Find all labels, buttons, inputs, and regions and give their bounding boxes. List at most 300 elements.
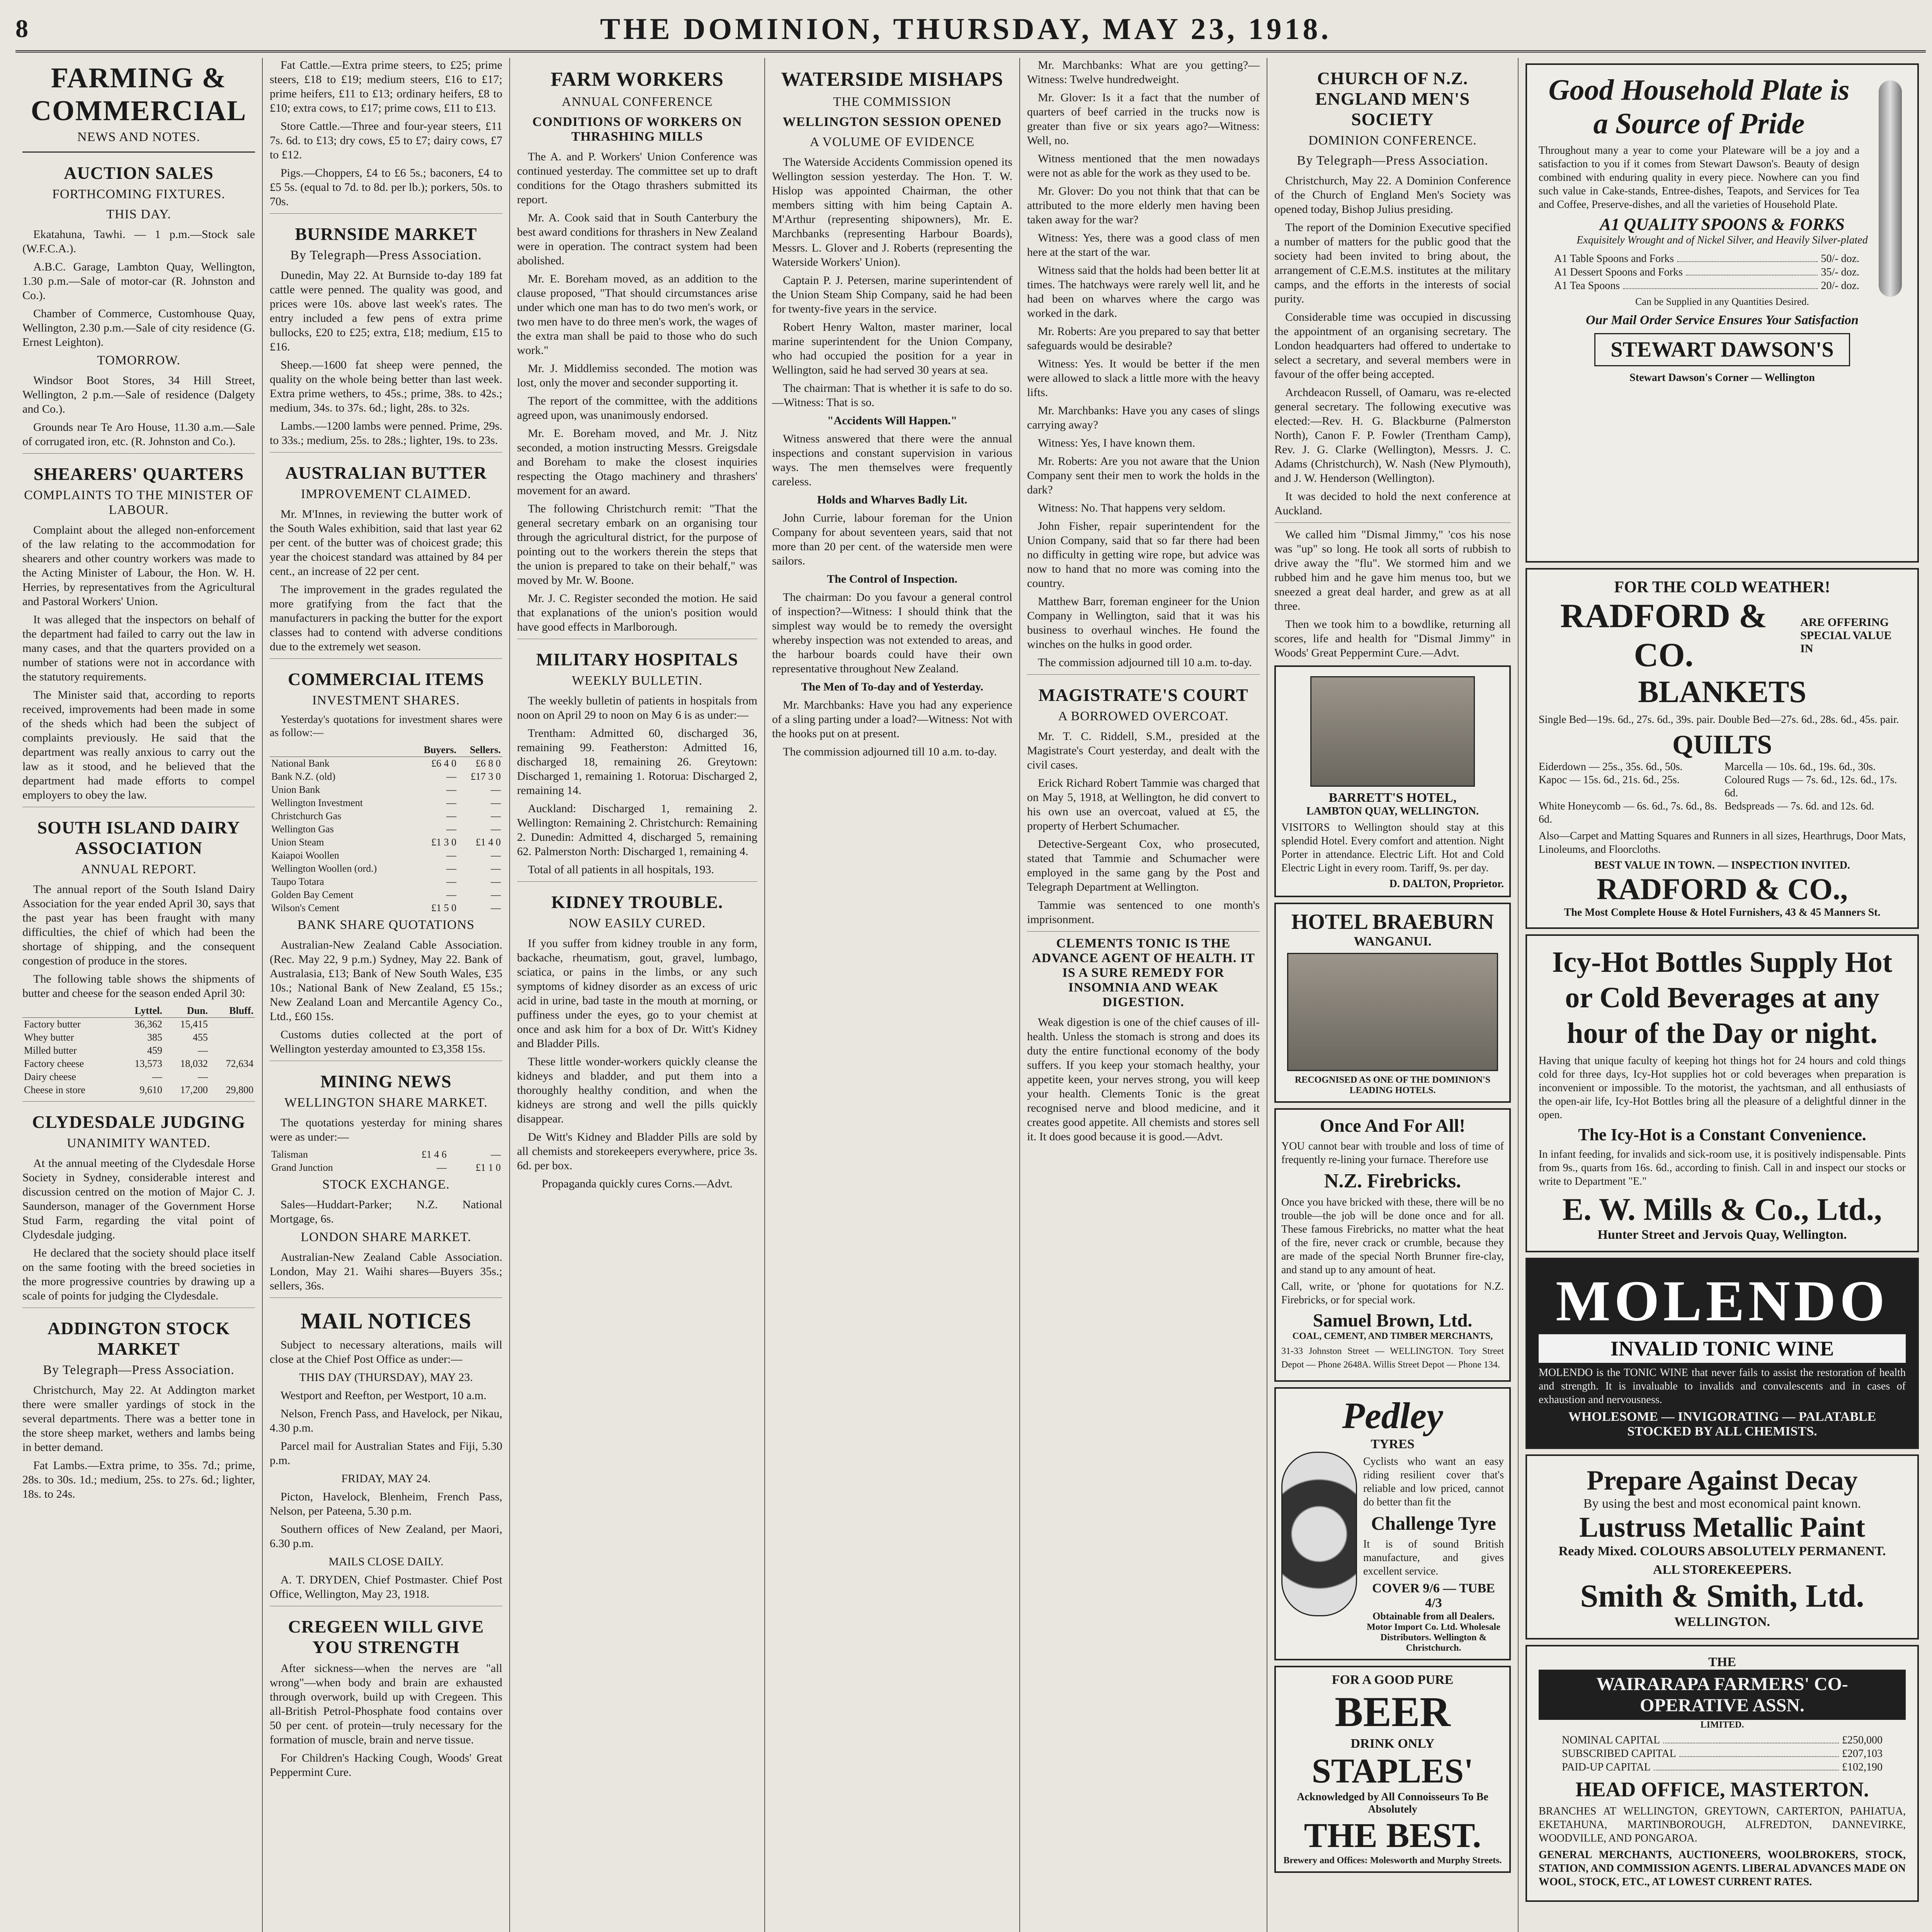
table-cell [209, 1031, 255, 1044]
paragraph: Then we took him to a bowdlike, returning all scores, life and health for "Dismal Jimmy" in Woods' Great Peppermint Cure.—Advt. [1274, 618, 1511, 659]
brown-title: Samuel Brown, Ltd. [1313, 1310, 1473, 1331]
paragraph: Store Cattle.—Three and four-year steers, £11 7s. 6d. to £13; dry cows, £5 to £7; dairy cows, £7 to £12. [270, 120, 502, 161]
farming-subtitle: NEWS AND NOTES. [77, 130, 201, 144]
clements-title: CLEMENTS TONIC IS THE ADVANCE AGENT OF HEALTH. IT IS A SURE REMEDY FOR INSOMNIA AND WEAK DIGESTION. [1032, 936, 1255, 1009]
tyre-illustration [1281, 1452, 1357, 1616]
molendo-sub: INVALID TONIC WINE [1539, 1334, 1906, 1363]
challenge-body: It is of sound British manufacture, and gives excellent service. [1363, 1538, 1504, 1577]
column-waterside [765, 58, 1020, 1932]
table-cell: — [491, 797, 501, 808]
table-cell: £1 3 0 [431, 837, 457, 848]
table-cell: Grand Junction [271, 1162, 333, 1173]
paragraph: Detective-Sergeant Cox, who prosecuted, stated that Tammie and Schumacher were employed in the same gang by the Post and Telegraph Department at Wellington. [1027, 838, 1260, 893]
table-cell: 29,800 [226, 1084, 253, 1095]
table-cell: £17 3 0 [471, 771, 501, 782]
column-markets [263, 58, 510, 1932]
paragraph: Lambs.—1200 lambs were penned. Prime, 29s. to 33s.; medium, 25s. to 28s.; lighter, 19s. to 23s. [270, 420, 502, 447]
decay-sub: By using the best and most economical paint known. [1583, 1497, 1861, 1511]
head-office: HEAD OFFICE, MASTERTON. [1575, 1778, 1869, 1801]
table-cell: 455 [192, 1032, 208, 1043]
newspaper-title: THE DOMINION, THURSDAY, MAY 23, 1918. [600, 12, 1332, 46]
table-cell: — [197, 1045, 208, 1056]
paragraph: Complaint about the alleged non-enforcement of the law relating to the accommodation for shearers and other country workers was made to the Acting Minister of Labour, the Hon. W. H. Herries, by representatives from the Agricultural and Pastoral Workers' Union. [22, 524, 255, 608]
auction-title: AUCTION SALES [64, 163, 214, 183]
table-header: Sellers. [458, 743, 502, 757]
divider [1027, 931, 1260, 932]
column-church-ads [1267, 58, 1519, 1932]
spoons-note: Can be Supplied in any Quantities Desired. [1635, 296, 1809, 307]
addington-title: ADDINGTON STOCK MARKET [47, 1318, 230, 1359]
smith-title: Smith & Smith, Ltd. [1580, 1578, 1864, 1614]
paragraph: Dunedin, May 22. At Burnside to-day 189 fat cattle were penned. The quality was good, and prices were 10s. above last week's rates. The entry included a few pens of extra prime bullocks, £20 to £25; extra, £18; medium, £15 to £16. [270, 269, 502, 353]
quilt-price: Bedspreads — 7s. 6d. and 12s. 6d. [1725, 800, 1874, 812]
table-row [270, 849, 502, 862]
table-row [22, 1018, 255, 1031]
hotel-photo [1287, 953, 1498, 1071]
waterside-sub2: WELLINGTON SESSION OPENED [782, 115, 1002, 129]
butter-title: AUSTRALIAN BUTTER [285, 463, 487, 483]
hospitals-title: MILITARY HOSPITALS [536, 650, 738, 669]
paragraph: The commission adjourned till 10 a.m. to-day. [783, 745, 997, 758]
lustruss-ad [1526, 1454, 1919, 1639]
paragraph: Witness: Yes. It would be better if the men were allowed to slack a little more with the heavy lifts. [1027, 357, 1260, 399]
table-cell [209, 1044, 255, 1057]
table-cell: Wellington Woollen (ord.) [271, 863, 377, 874]
motor-import: Motor Import Co. Ltd. Wholesale Distributors. Wellington & Christchurch. [1367, 1622, 1500, 1653]
paragraph: Erick Richard Robert Tammie was charged that on May 5, 1918, at Wellington, he did convert to his own use an overcoat, valued at £5, the property of Herbert Schumacher. [1027, 777, 1260, 832]
icy-title: Icy-Hot Bottles Supply Hot or Cold Beverages at any hour of the Day or night. [1552, 946, 1893, 1049]
capital-label: PAID-UP CAPITAL [1562, 1761, 1651, 1773]
paragraph: Witness mentioned that the men nowadays were not as able for the work as they used to be. [1027, 152, 1260, 179]
table-cell: Union Steam [271, 837, 324, 848]
table-row [270, 888, 502, 901]
table-cell: — [491, 810, 501, 821]
staples-beer-ad [1274, 1666, 1511, 1873]
table-cell: — [446, 810, 457, 821]
byline: By Telegraph—Press Association. [290, 248, 482, 262]
paragraph: Captain P. J. Petersen, marine superintendent of the Union Steam Ship Company, said he had been for twenty-five years in the service. [772, 274, 1012, 315]
paragraph: Witness said that the holds had been better lit at times. The hatchways were rarely well lit, and he had been on wharves where the cargo was worked in the dark. [1027, 264, 1260, 320]
table-cell: Factory butter [24, 1019, 81, 1030]
table-cell: Factory cheese [24, 1058, 84, 1069]
paragraph: Mr. T. C. Riddell, S.M., presided at the Magistrate's Court yesterday, and dealt with the civil cases. [1027, 730, 1260, 771]
price-row [1554, 266, 1859, 279]
farm-workers-sub2: CONDITIONS OF WORKERS ON THRASHING MILLS [532, 115, 742, 144]
once-body: YOU cannot bear with trouble and loss of time of frequently re-lining your furnace. Therefore use [1281, 1140, 1504, 1166]
commercial-title: COMMERCIAL ITEMS [288, 669, 484, 689]
capital-value: £250,000 [1842, 1734, 1883, 1746]
table-cell: — [491, 850, 501, 861]
paragraph: Westport and Reefton, per Westport, 10 a.m. [281, 1389, 486, 1402]
kidney-title: KIDNEY TROUBLE. [551, 892, 723, 912]
subheading: The Control of Inspection. [827, 573, 957, 585]
church-title: CHURCH OF N.Z. ENGLAND MEN'S SOCIETY [1315, 68, 1470, 129]
mining-sub: WELLINGTON SHARE MARKET. [284, 1095, 488, 1110]
paragraph: Mr. Glover: Is it a fact that the number of quarters of beef carried in the trucks now is greater than five or six years ago?—Witness: Well, no. [1027, 91, 1260, 147]
table-cell: Union Bank [271, 784, 320, 795]
paragraph: The improvement in the grades regulated the more gratifying from the fact that the manufacturers in packing the butter for the export classes had to contend with adverse conditions due to the extremely wet season. [270, 583, 502, 653]
spoon-illustration [1879, 80, 1902, 297]
table-row [270, 901, 502, 915]
paragraph: Mr. E. Boreham moved, as an addition to the clause proposed, "That should circumstances arise under which one man has to do two men's work, or two men have to do three men's work, the wages of the extra man shall be paid to those who do such work." [517, 272, 757, 357]
molendo-body: MOLENDO is the TONIC WINE that never fails to assist the restoration of health and strength. It is invaluable to invalids and convalescents and in cases of exhaustion and nervousness. [1539, 1367, 1906, 1406]
paragraph: Witness answered that there were the annual inspections and constant supervision in various ways. The men themselves were frequently careless. [772, 432, 1012, 488]
paragraph: A. T. DRYDEN, Chief Postmaster. Chief Post Office, Wellington, May 23, 1918. [270, 1573, 502, 1600]
farmers-ltd: LIMITED. [1700, 1720, 1744, 1730]
table-header [22, 1004, 118, 1018]
price-value: 20/- doz. [1821, 280, 1859, 292]
divider [270, 658, 502, 659]
table-header [270, 743, 412, 757]
plate-title: Good Household Plate is a Source of Pride [1548, 74, 1850, 140]
braeburn-caption: RECOGNISED AS ONE OF THE DOMINION'S LEADING HOTELS. [1294, 1075, 1491, 1095]
radford-name: RADFORD & CO. [1560, 597, 1767, 674]
paragraph: Mr. Roberts: Are you prepared to say that better safeguards would be desirable? [1027, 325, 1260, 352]
table-cell: — [197, 1071, 208, 1082]
subheading: Holds and Wharves Badly Lit. [817, 493, 968, 506]
wairarapa-farmers-ad [1526, 1645, 1919, 1902]
divider [1027, 674, 1260, 675]
paragraph: It was alleged that the inspectors on behalf of the department had failed to carry out the law in many cases, and that the quarters provided on a number of stations were not in accordance with the statutory requirements. [22, 613, 255, 683]
auction-item: Chamber of Commerce, Customhouse Quay, Wellington, 2.30 p.m.—Sale of city residence (G. Ernest Leighton). [22, 307, 255, 349]
price-label: A1 Tea Spoons [1554, 280, 1620, 292]
table-cell: 17,200 [180, 1084, 208, 1095]
best-title: THE BEST. [1304, 1816, 1481, 1855]
table-row [270, 875, 502, 888]
farm-workers-title: FARM WORKERS [551, 68, 724, 90]
court-title: MAGISTRATE'S COURT [1038, 685, 1248, 705]
table-row [270, 836, 502, 849]
paragraph: Total of all patients in all hospitals, 193. [528, 863, 714, 876]
subheading: "Accidents Will Happen." [827, 414, 957, 427]
dairy-title: SOUTH ISLAND DAIRY ASSOCIATION [37, 818, 240, 858]
table-row [22, 1070, 255, 1083]
capital-row [1562, 1761, 1883, 1774]
table-cell: Talisman [271, 1149, 308, 1160]
paragraph: Fat Cattle.—Extra prime steers, to £25; prime steers, £18 to £19; medium steers, £16 to £17; prime heifers, £11 to £13; ordinary heifers, £8 to £10; extra cows, to £17; prime cows, £11 to £13. [270, 59, 502, 114]
paragraph: The report of the Dominion Executive specified a number of matters for the public good that the society had been invited to bring about, the arrangement of C.E.M.S. institutes at the military camps, and the efforts in the interests of social purity. [1274, 221, 1511, 305]
table-cell: 385 [147, 1032, 162, 1043]
paragraph: It was decided to hold the next conference at Auckland. [1274, 490, 1511, 517]
challenge-title: Challenge Tyre [1371, 1512, 1496, 1534]
beer-only: DRINK ONLY [1350, 1736, 1435, 1751]
capital-row [1562, 1734, 1883, 1747]
paragraph: Mr. E. Boreham moved, and Mr. J. Nitz seconded, a motion instructing Messrs. Greigsdale and Boreham to make the closest inquiries respecting the Otago machinery and thrashers' movement for an award. [517, 427, 757, 497]
radford-footer: RADFORD & CO., [1597, 872, 1848, 906]
table-cell: — [436, 1162, 447, 1173]
stewart-dawson-logo: STEWART DAWSON'S [1594, 333, 1850, 366]
column-evidence [1020, 58, 1267, 1932]
paragraph: At the annual meeting of the Clydesdale Horse Society in Sydney, considerable interest and discussion centred on the motion of Major C. J. Saunderson, manager of the Government Horse Stud Farm, regarding the vital point of Clydesdale judging. [22, 1157, 255, 1241]
braeburn-hotel-ad [1274, 903, 1511, 1103]
exchange-title: STOCK EXCHANGE. [322, 1177, 450, 1192]
auction-item: Ekatahuna, Tawhi. — 1 p.m.—Stock sale (W.F.C.A.). [22, 228, 255, 255]
paragraph: Fat Lambs.—Extra prime, to 35s. 7d.; prime, 28s. to 30s. 1d.; medium, 25s. to 27s. 6d.; lighter, 18s. to 24s. [22, 1459, 255, 1500]
paragraph: Christchurch, May 22. A Dominion Conference of the Church of England Men's Society was opened today, Bishop Julius presiding. [1274, 174, 1511, 216]
radford-offer: ARE OFFERING SPECIAL VALUE IN [1800, 616, 1892, 655]
table-cell: 459 [147, 1045, 162, 1056]
table-cell: Dairy cheese [24, 1071, 76, 1082]
firebricks-body: Once you have bricked with these, there will be no trouble—the job will be done once and for all. These famous Firebricks, no matter what the heat of the fire, never crack or crumble, because they are made of the special North Brunner fire-clay, and stand up to any amount of heat. [1281, 1196, 1504, 1276]
quilt-price: White Honeycomb — 6s. 6d., 7s. 6d., 8s. 6d. [1539, 800, 1717, 825]
paragraph: Nelson, French Pass, and Havelock, per Nikau, 4.30 p.m. [270, 1407, 502, 1434]
byline: By Telegraph—Press Association. [43, 1363, 235, 1377]
blankets-title: BLANKETS [1638, 675, 1806, 709]
byline: By Telegraph—Press Association. [1297, 153, 1488, 168]
table-cell: — [152, 1071, 162, 1082]
farm-workers-sub: ANNUAL CONFERENCE [561, 95, 713, 109]
paragraph: Australian-New Zealand Cable Association. London, May 21. Waihi shares—Buyers 35s.; sellers, 36s. [270, 1251, 502, 1292]
table-cell: £1 4 6 [421, 1149, 447, 1160]
mills-address: Hunter Street and Jervois Quay, Wellington. [1597, 1228, 1847, 1242]
mining-table [270, 1148, 502, 1174]
price-value: 35/- doz. [1821, 266, 1859, 278]
stewart-sub: Stewart Dawson's Corner — Wellington [1629, 372, 1815, 384]
paragraph: Yesterday's quotations for investment shares were as follow:— [270, 714, 502, 739]
paragraph: The following table shows the shipments of butter and cheese for the season ended April 30: [22, 973, 255, 1000]
table-row [270, 757, 502, 770]
table-cell: — [491, 876, 501, 887]
table-row [270, 770, 502, 783]
divider [1274, 522, 1511, 523]
paragraph: John Fisher, repair superintendent for the Union Company, said that so far there had been no difficulty in getting wire rope, but advice was now to hand that no more was coming into the country. [1027, 520, 1260, 590]
table-cell: £1 5 0 [431, 902, 457, 913]
auction-item: Windsor Boot Stores, 34 Hill Street, Wellington, 2 p.m.—Sale of residence (Dalgety and Co.). [22, 374, 255, 415]
investment-title: INVESTMENT SHARES. [312, 693, 460, 707]
paragraph: Parcel mail for Australian States and Fiji, 5.30 p.m. [270, 1440, 502, 1467]
quilt-row [1539, 800, 1906, 826]
challenge-dealers: Obtainable from all Dealers. [1372, 1611, 1495, 1622]
molendo-stock: STOCKED BY ALL CHEMISTS. [1627, 1424, 1817, 1439]
capital-value: £207,103 [1842, 1748, 1883, 1760]
brown-sub: COAL, CEMENT, AND TIMBER MERCHANTS, [1292, 1331, 1493, 1341]
table-cell: £1 1 0 [476, 1162, 501, 1173]
paragraph: After sickness—when the nerves are "all wrong"—when body and brain are exhausted through overwork, build up with Cregeen. This all-British Petrol-Phosphate food contains over 50 per cent. of protein—truly necessary for the formation of muscle, brain and nerve tissue. [270, 1662, 502, 1746]
paragraph: Pigs.—Choppers, £4 to £6 5s.; baconers, £4 to £5 5s. (equal to 7d. to 8d. per lb.); porkers, 50s. to 70s. [270, 167, 502, 208]
table-cell: Whey butter [24, 1032, 74, 1043]
barretts-title: BARRETT'S HOTEL, [1328, 791, 1457, 805]
radford-extra: Also—Carpet and Matting Squares and Runners in all sizes, Hearthrugs, Door Mats, Linoleums, and Floorcloths. [1539, 830, 1906, 855]
bank-title: BANK SHARE QUOTATIONS [297, 918, 475, 932]
blanket-prices: Single Bed—19s. 6d., 27s. 6d., 39s. pair. Double Bed—27s. 6d., 28s. 6d., 45s. pair. [1539, 714, 1899, 726]
quilt-price: Kapoc — 15s. 6d., 21s. 6d., 25s. [1539, 774, 1680, 786]
icy-hot-ad [1526, 934, 1919, 1252]
mills-title: E. W. Mills & Co., Ltd., [1562, 1192, 1882, 1227]
paragraph: The following Christchurch remit: "That the general secretary embark on an organising tour through the agricultural district, for the purpose of pointing out to the workers therein the steps that the union is prepared to take on their behalf," was moved by Mr. W. Boone. [517, 502, 757, 587]
brown-addr: 31-33 Johnston Street — WELLINGTON. Tory Street Depot — Phone 2648A. Willis Street Depot — Phone 134. [1281, 1346, 1504, 1370]
table-row [270, 1161, 502, 1174]
table-cell: 9,610 [139, 1084, 162, 1095]
column-farm-workers [510, 58, 765, 1932]
price-label: A1 Dessert Spoons and Forks [1554, 266, 1683, 278]
mail-order: Our Mail Order Service Ensures Your Satisfaction [1586, 313, 1859, 327]
auction-item: Grounds near Te Aro House, 11.30 a.m.—Sale of corrugated iron, etc. (R. Johnston and Co.). [22, 421, 255, 448]
clydesdale-title: CLYDESDALE JUDGING [32, 1112, 245, 1132]
paragraph: The chairman: Do you favour a general control of inspection?—Witness: I should think that the simplest way would be to remedy the oversight whereby inspection was not extended to areas, and the harbour boards could have their own representative throughout New Zealand. [772, 591, 1012, 675]
capital-value: £102,190 [1842, 1761, 1883, 1773]
paragraph: Mr. Marchbanks: Have you any cases of slings carrying away? [1027, 404, 1260, 431]
general-merchants: GENERAL MERCHANTS, AUCTIONEERS, WOOLBROKERS, STOCK, STATION, AND COMMISSION AGENTS. LIBERAL ADVANCES MADE ON WOOL, STOCK, ETC., AT LOWEST CURRENT RATES. [1539, 1849, 1906, 1888]
once-title: Once And For All! [1320, 1116, 1466, 1136]
table-cell: Golden Bay Cement [271, 889, 354, 900]
table-cell: — [446, 863, 457, 874]
beer-lead: FOR A GOOD PURE [1332, 1673, 1454, 1687]
farmers-the: THE [1708, 1655, 1736, 1669]
paragraph: If you suffer from kidney trouble in any form, backache, rheumatism, gout, gravel, lumbago, sciatica, or pains in the limbs, or any such symptoms of kidney disorder as an excess of uric acid in urine, bad taste in the mouth at morning, or puffiness under the eyes, go to your chemist at once and ask him for a box of Dr. Witt's Kidney and Bladder Pills. [517, 937, 757, 1050]
clydesdale-sub: UNANIMITY WANTED. [66, 1136, 211, 1150]
table-cell: — [491, 823, 501, 835]
paragraph: Customs duties collected at the port of Wellington yesterday amounted to £3,358 15s. [270, 1028, 502, 1055]
radford-address: The Most Complete House & Hotel Furnishers, 43 & 45 Manners St. [1564, 906, 1881, 918]
table-header: Buyers. [412, 743, 458, 757]
auction-sub: FORTHCOMING FIXTURES. [52, 187, 225, 201]
paragraph: Australian-New Zealand Cable Association. (Rec. May 22, 9 p.m.) Sydney, May 22. Bank of Australasia, £13; Bank of New South Wales, £35 10s.; National Bank of New Zealand, £5 15s.; New Zealand Loan and Mercantile Agency Co., Ltd., £60 15s. [270, 939, 502, 1023]
price-label: A1 Table Spoons and Forks [1554, 253, 1674, 265]
paragraph: Mr. M'Innes, in reviewing the butter work of the South Wales exhibition, said that last year 62 per cent. of the butter was of choicest grade; this year the choicest standard was attained by 84 per cent., an increase of 22 per cent. [270, 508, 502, 578]
table-cell: — [446, 823, 457, 835]
table-cell: Taupo Totara [271, 876, 324, 887]
pedley-sub: TYRES [1371, 1437, 1415, 1451]
pedley-tyres-ad [1274, 1387, 1511, 1660]
lustruss-title: Lustruss Metallic Paint [1579, 1512, 1865, 1543]
quilt-row [1539, 760, 1906, 774]
paragraph: He declared that the society should place itself on the same footing with the breed societies in the more progressive countries by drawing up a scale of points for judging the Clydesdale. [22, 1247, 255, 1302]
table-cell: Milled butter [24, 1045, 77, 1056]
firebricks-body: Call, write, or 'phone for quotations for N.Z. Firebricks, or for special work. [1281, 1281, 1504, 1306]
paragraph: The Waterside Accidents Commission opened its Wellington session yesterday. The Hon. T. W. Hislop was appointed Chairman, the other members sitting with him being Captain A. M'Arthur (representing shipowners), Mr. E. Marchbanks (representing Harbour Boards), Messrs. L. Glover and J. Roberts (representing the Waterside Workers' Union). [772, 156, 1012, 269]
paragraph: We called him "Dismal Jimmy," 'cos his nose was "up" so long. He took all sorts of rubbish to drive away the "flu". We stormed him and we rubbed him and he gave him menus too, but we sneezed a great deal harder, and grew as at all three. [1274, 528, 1511, 612]
table-cell: £6 8 0 [476, 758, 501, 769]
hotel-photo [1310, 676, 1475, 787]
paragraph: Trentham: Admitted 60, discharged 36, remaining 99. Featherston: Admitted 16, discharged 18, remaining 26. Greytown: Discharged 1, remaining 1. Rotorua: Discharged 2, remaining 14. [517, 727, 757, 797]
table-cell: 18,032 [180, 1058, 208, 1069]
farmers-title: WAIRARAPA FARMERS' CO-OPERATIVE ASSN. [1539, 1670, 1906, 1720]
table-row [270, 823, 502, 836]
table-cell: — [446, 850, 457, 861]
braeburn-sub: WANGANUI. [1354, 934, 1432, 949]
table-cell: Christchurch Gas [271, 810, 342, 821]
icy-convenience: The Icy-Hot is a Constant Convenience. [1578, 1125, 1866, 1144]
table-row [22, 1057, 255, 1070]
divider [22, 453, 255, 454]
molendo-title: MOLENDO [1556, 1269, 1889, 1333]
paragraph: The weekly bulletin of patients in hospitals from noon on April 29 to noon on May 6 is as under:— [517, 694, 757, 721]
icy-body2: In infant feeding, for invalids and sick-room use, it is positively indispensable. Pints from 9s., quarts from 16s. 6d., according to finish. Call in and inspect our stocks or write to Department "E." [1539, 1148, 1906, 1187]
shearers-sub: COMPLAINTS TO THE MINISTER OF LABOUR. [24, 488, 253, 517]
paragraph: Archdeacon Russell, of Oamaru, was re-elected general secretary. The following executive was elected:—Rev. H. G. Blackburne (Palmerston North), Canon F. P. Fowler (Trentham Camp), Rev. J. G. Clarke (Wellington), Messrs. J. C. Adams (Christchurch), W. Nash (New Plymouth), and J. W. Henderson (Wellington). [1274, 386, 1511, 485]
paragraph: Southern offices of New Zealand, per Maori, 6.30 p.m. [270, 1523, 502, 1550]
barretts-sub: LAMBTON QUAY, WELLINGTON. [1306, 805, 1479, 817]
table-row [270, 783, 502, 796]
masthead [15, 8, 1926, 53]
molendo-tag: WHOLESOME — INVIGORATING — PALATABLE [1568, 1410, 1876, 1424]
paragraph: THIS DAY (THURSDAY), MAY 23. [299, 1371, 473, 1384]
paragraph: Mr. A. Cook said that in South Canterbury the best award conditions for thrashers in New Zealand were in operation. The contract system had been abolished. [517, 211, 757, 267]
paragraph: Tammie was sentenced to one month's imprisonment. [1027, 899, 1260, 926]
divider [517, 881, 757, 882]
storekeepers: ALL STOREKEEPERS. [1653, 1563, 1792, 1577]
tomorrow-heading: TOMORROW. [97, 353, 180, 367]
subheading: The Men of To-day and of Yesterday. [801, 680, 983, 693]
paragraph: The quotations yesterday for mining shares were as under:— [270, 1116, 502, 1143]
paragraph: Subject to necessary alterations, mails will close at the Chief Post Office as under:— [270, 1338, 502, 1366]
beer-word: BEER [1335, 1688, 1451, 1735]
table-cell: — [491, 863, 501, 874]
pedley-title: Pedley [1342, 1395, 1443, 1436]
burnside-title: BURNSIDE MARKET [295, 224, 477, 244]
price-row [1554, 253, 1859, 265]
table-row [270, 796, 502, 810]
lustruss-sub: Ready Mixed. COLOURS ABSOLUTELY PERMANENT. [1558, 1544, 1886, 1558]
table-cell: 72,634 [226, 1058, 253, 1069]
firebricks-title: N.Z. Firebricks. [1324, 1170, 1461, 1192]
table-row [270, 810, 502, 823]
waterside-sub3: A VOLUME OF EVIDENCE [810, 135, 975, 149]
paragraph: Robert Henry Walton, master mariner, local marine superintendent for the Union Company, who had occupied the position for a year in Wellington, said he had served 30 years at sea. [772, 321, 1012, 376]
barretts-body: VISITORS to Wellington should stay at this splendid Hotel. Every comfort and attention. Night Porter in attendance. Electric Lift. Hot and Cold Electric Light in every room. Tariff, 9s. per day. [1281, 821, 1504, 874]
staples-title: STAPLES' [1311, 1752, 1474, 1790]
paragraph: Matthew Barr, foreman engineer for the Union Company in Wellington, said that it was his business to overhaul winches. He found the winches on the hulks in good order. [1027, 595, 1260, 651]
paragraph: John Currie, labour foreman for the Union Company for about seventeen years, said that not more than 20 per cent. of the waterside men were sailors. [772, 512, 1012, 567]
capital-label: SUBSCRIBED CAPITAL [1562, 1748, 1676, 1760]
butter-sub: IMPROVEMENT CLAIMED. [301, 487, 471, 501]
paragraph: Mr. Marchbanks: Have you had any experience of a sling parting under a load?—Witness: Not with the hooks put on at present. [772, 699, 1012, 740]
shares-table [270, 743, 502, 915]
divider [22, 151, 255, 153]
pedley-body: Cyclists who want an easy riding resilient cover that's reliable and low priced, cannot do better than fit the [1363, 1456, 1504, 1508]
paragraph: Weak digestion is one of the chief causes of ill-health. Unless the stomach is strong and does its duty the entire functional economy of the body suffers. If you keep your stomach healthy, your appetite keen, your nerves strong, you will keep your health. Clements Tonic is the great recognised nerve and blood medicine, and it creates good appetite. All chemists and stores sell it. It does good because it is good.—Advt. [1027, 1016, 1260, 1143]
table-cell: Kaiapoi Woollen [271, 850, 339, 861]
table-header: Bluff. [209, 1004, 255, 1018]
table-cell: £6 4 0 [431, 758, 457, 769]
hospitals-sub: WEEKLY BULLETIN. [571, 673, 703, 688]
challenge-prices: COVER 9/6 — TUBE 4/3 [1372, 1581, 1495, 1610]
divider [270, 213, 502, 214]
shearers-title: SHEARERS' QUARTERS [33, 464, 244, 484]
barretts-owner: D. DALTON, Proprietor. [1389, 878, 1504, 890]
table-cell: — [491, 889, 501, 900]
farming-title: FARMING & COMMERCIAL [31, 62, 247, 127]
table-cell: — [491, 902, 501, 913]
smith-sub: WELLINGTON. [1674, 1615, 1770, 1629]
capital-row [1562, 1748, 1883, 1760]
paragraph: For Children's Hacking Cough, Woods' Great Peppermint Cure. [270, 1752, 502, 1779]
table-row [22, 1044, 255, 1057]
court-sub: A BORROWED OVERCOAT. [1058, 709, 1229, 723]
table-cell [209, 1070, 255, 1083]
divider [22, 1101, 255, 1102]
braeburn-title: HOTEL BRAEBURN [1291, 910, 1494, 934]
radford-top: FOR THE COLD WEATHER! [1614, 578, 1830, 596]
quilt-price: Eiderdown — 25s., 35s. 6d., 50s. [1539, 761, 1683, 773]
table-cell [209, 1018, 255, 1031]
quilt-row [1539, 774, 1906, 800]
beer-ack: Acknowledged by All Connoisseurs To Be Absolutely [1297, 1791, 1488, 1815]
page-number: 8 [15, 15, 29, 43]
paragraph: The chairman: That is whether it is safe to do so.—Witness: That is so. [772, 382, 1012, 409]
table-cell: 13,573 [134, 1058, 162, 1069]
table-row [22, 1031, 255, 1044]
auction-item: A.B.C. Garage, Lambton Quay, Wellington, 1.30 p.m.—Sale of motor-car (R. Johnston and Co.). [22, 260, 255, 302]
paragraph: These little wonder-workers quickly cleanse the kidneys and bladder, and put them into a thoroughly healthy condition, and when the kidneys are strong and well the pills quickly disappear. [517, 1055, 757, 1125]
icy-body: Having that unique faculty of keeping hot things hot for 24 hours and cold things cold for three days, Icy-Hot supplies hot or cold beverages when preparation is inconvenient or impossible. To the motorist, the yachtsman, and all enthusiasts of the open-air life, Icy-Hot Bottles bring all the pleasure of a delightful dinner in the open. [1539, 1055, 1906, 1121]
mining-title: MINING NEWS [320, 1071, 452, 1091]
quilts-title: QUILTS [1672, 730, 1772, 760]
paragraph: Auckland: Discharged 1, remaining 2. Wellington: Remaining 2. Christchurch: Remaining 2. Dunedin: Admitted 4, discharged 5, remaining 62. Palmerston North: Discharged 1, remaining 4. [517, 802, 757, 858]
mail-title: MAIL NOTICES [300, 1308, 472, 1333]
table-cell: £1 4 0 [476, 837, 501, 848]
table-cell: Bank N.Z. (old) [271, 771, 336, 782]
